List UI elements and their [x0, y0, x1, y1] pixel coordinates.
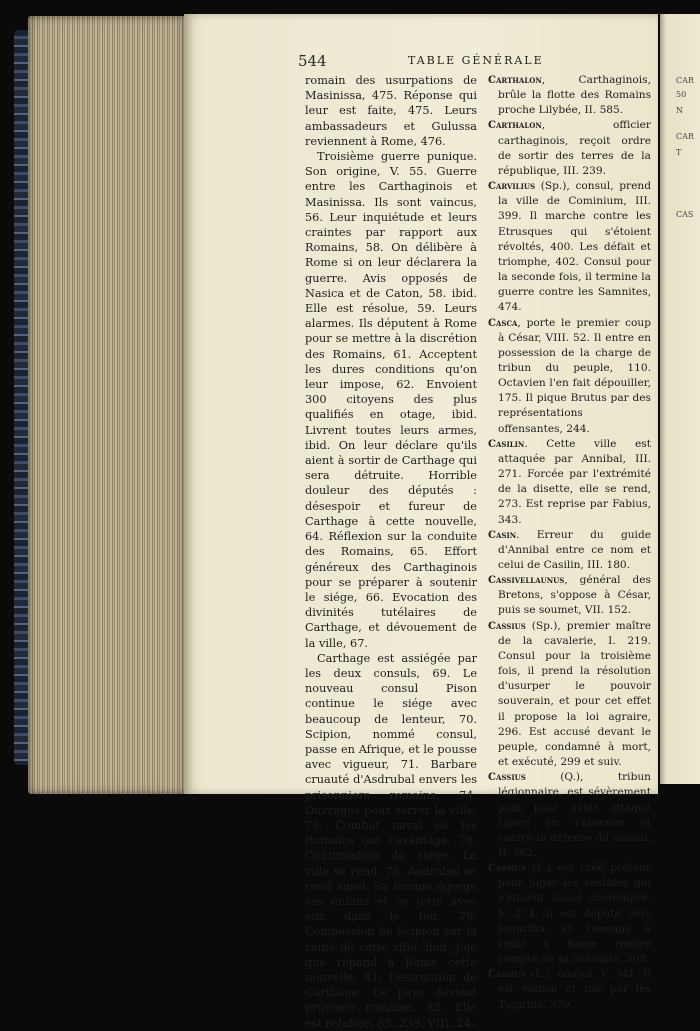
- index-entry-text: . Cette ville est attaquée par Annibal, III. 271. Forcée par l'extrémité de la disette, elle se rend, 273. Est reprise par Fabius, 343.: [498, 437, 651, 526]
- index-entry-headword: Casin: [488, 529, 517, 541]
- index-entry-text: (Sp.), consul, prend la ville de Cominium, III. 399. Il marche contre les Etrusques qui s'étoient révoltés, 400. Les défait et triomphe, 402. Consul pour la seconde fois, il termine la guerre contre les Samnites, 474.: [498, 180, 651, 314]
- index-entry: [488, 73, 651, 118]
- facing-page-fragment: T: [676, 148, 682, 157]
- index-entry: [488, 619, 651, 771]
- index-entry-headword: Cassius: [488, 863, 526, 875]
- index-entry: [488, 967, 651, 1012]
- index-entry-headword: Cassius: [488, 620, 526, 632]
- index-entry-headword: Cassivellaunus: [488, 575, 565, 587]
- index-entry-text: (Sp.), premier maître de la cavalerie, I. 219. Consul pour la troisième fois, il prend la résolution d'usurper le pouvoir souverain, et pour cet effet il propose la loi agraire, 296. Est accusé devant le peuple, condamné à mort, et exécuté, 299 et suiv.: [498, 619, 651, 769]
- index-entry: [488, 316, 651, 437]
- facing-page-fragment: CAR: [676, 132, 694, 141]
- index-entry-text: , général des Bretons, s'oppose à César, puis se soumet, VII. 152.: [498, 574, 651, 617]
- index-entry-text: (L.), consul, V. 341. Il est vaincu et tué par les Tigurins, 379.: [498, 968, 651, 1011]
- index-entry-headword: Carthalon: [488, 75, 542, 86]
- index-entry: [488, 861, 651, 967]
- facing-page-edge: [660, 14, 700, 784]
- left-column-paragraph: Carthage est assiégée par les deux consuls, 69. Le nouveau consul Pison continue le siége avec beaucoup de lenteur, 70. Scipion, nommé consul, passe en Afrique, et le pousse avec vigueur, 71. Barbare cruauté d'Asdrubal envers les prisonniers romains, 74. Ouvrages pour serrer la ville, 75. Combat naval où les Romains ont l'avantage, 76. Continuation du siége. La ville se rend, 78. Asdrubal se rend aussi. Sa femme égorge ses enfans et se jette avec eux dans le feu, 79. Compassion de Scipion sur la ruine de cette ville, ibid. Joie que répand à Rome cette nouvelle, 81. Destruction de Carthage. Le pays devient province romaine, 82. Elle est retablie, 83. 239. VIII. 24.: [305, 651, 477, 1030]
- index-entry-headword: Carvilius: [488, 181, 536, 193]
- facing-page-fragment: N: [676, 106, 683, 115]
- index-entry-headword: Carthalon: [488, 120, 542, 132]
- page-number: 544: [298, 52, 327, 70]
- facing-page-fragment: CAR: [676, 76, 694, 85]
- index-entry-headword: Cassius: [488, 772, 526, 784]
- index-entry-text: , officier carthaginois, reçoit ordre de sortir des terres de la république, III. 239.: [498, 119, 651, 177]
- left-column-paragraph: romain des usurpations de Masinissa, 475. Réponse qui leur est faite, 475. Leurs ambassadeurs et Gulussa reviennent à Rome, 476.: [305, 74, 477, 148]
- index-entry-headword: Casilin: [488, 438, 525, 450]
- index-entry-headword: Cassius: [488, 969, 526, 981]
- page-header: [298, 52, 648, 68]
- index-entry-text: (L.) est créé préteur pour juger les vestales qui s'étoient laissé corrompre, V. 274. Il est député vers Jugurtha, et l'engage à venir à Rome rendre compte de sa conduite, 308.: [498, 862, 651, 966]
- index-entry: [488, 118, 651, 179]
- index-entry-text: (Q.), tribun légionnaire, est sévèrement puni pour avoir attaqué Lipari en l'absence et contre la défense du consul, II. 562.: [498, 771, 651, 859]
- right-text-column: [488, 73, 651, 1013]
- left-text-column: [305, 73, 477, 1031]
- index-entry: [488, 437, 651, 528]
- index-entry-text: , porte le premier coup à César, VIII. 52. Il entre en possession de la charge de tribun du peuple, 110. Octavien l'en fait dépouiller, 175. Il pique Brutus par des représentations offensantes, 244.: [498, 316, 651, 435]
- facing-page-fragment: CAS: [676, 210, 694, 219]
- index-entry: [488, 179, 651, 315]
- index-entry: [488, 573, 651, 618]
- index-entry: [488, 528, 651, 573]
- index-entry: [488, 770, 651, 861]
- index-entry-text: . Erreur du guide d'Annibal entre ce nom et celui de Casilin, III. 180.: [498, 528, 651, 571]
- running-head: TABLE GÉNÉRALE: [408, 54, 544, 67]
- index-entry-text: , Carthaginois, brûle la flotte des Romains proche Lilybée, II. 585.: [498, 74, 651, 117]
- left-column-paragraph: Troisième guerre punique. Son origine, V. 55. Guerre entre les Carthaginois et Masinissa. Ils sont vaincus, 56. Leur inquiétude et leurs craintes par rapport aux Romains, 58. On délibère à Rome si on leur déclarera la guerre. Avis opposés de Nasica et de Caton, 58. ibid. Elle est résolue, 59. Leurs alarmes. Ils députent à Rome pour se mettre à la discrétion des Romains, 61. Acceptent les dures conditions qu'on leur impose, 62. Envoient 300 citoyens des plus qualifiés en otage, ibid. Livrent toutes leurs armes, ibid. On leur déclare qu'ils aient à sortir de Carthage qui sera détruite. Horrible douleur des députés : désespoir et fureur de Carthage à cette nouvelle, 64. Réflexion sur la conduite des Romains, 65. Effort généreux des Carthaginois pour se préparer à soutenir le siége, 66. Evocation des divinités tutélaires de Carthage, et dévouement de la ville, 67.: [305, 150, 477, 650]
- index-entry-headword: Casca: [488, 317, 518, 329]
- page-edges: [28, 16, 190, 794]
- facing-page-fragment: 50: [676, 90, 687, 99]
